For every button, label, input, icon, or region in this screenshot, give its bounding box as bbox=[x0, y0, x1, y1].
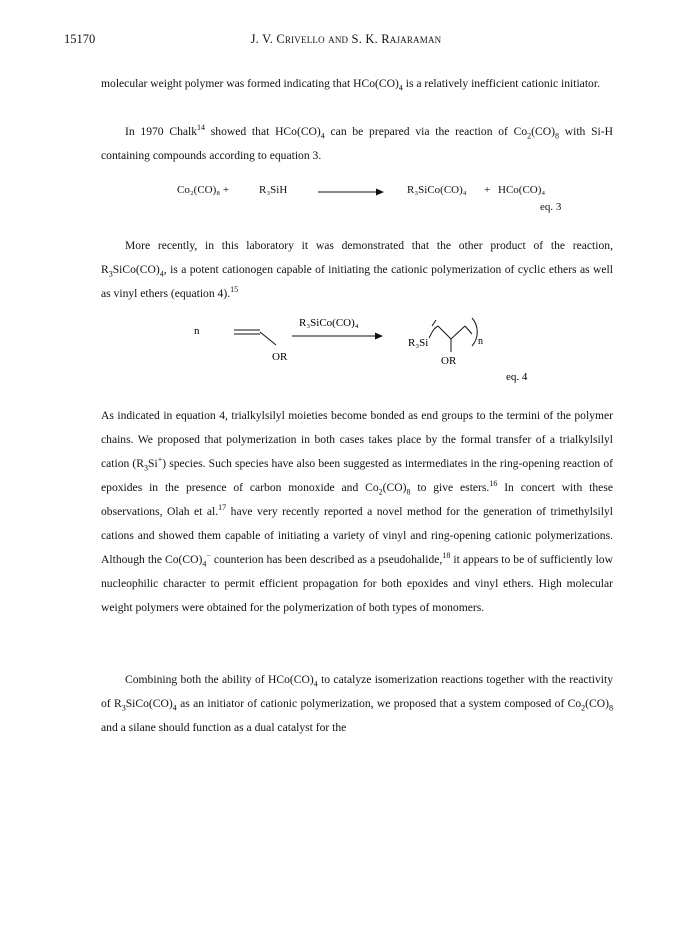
eq4-n-left: n bbox=[194, 325, 200, 337]
paragraph-2-text: In 1970 Chalk$^{14}$ showed that $HCo(CO)_4$ can be prepared via the reaction of $Co_2(CO)_8$ with Si-H containing compounds according to equation 3. bbox=[101, 123, 613, 162]
eq4-scheme bbox=[180, 312, 610, 392]
paragraph-4 bbox=[101, 404, 613, 620]
paragraph-5 bbox=[101, 668, 613, 740]
eq3-label: eq. 3 bbox=[540, 201, 562, 213]
eq3-reactant-2: R₃SiH bbox=[259, 184, 288, 196]
page-header bbox=[0, 32, 692, 52]
paragraph-3 bbox=[101, 234, 613, 306]
paragraph-1-text: molecular weight polymer was formed indicating that $HCo(CO)_4$ is a relatively inefficient cationic initiator. bbox=[101, 77, 600, 93]
eq4-n-right: n bbox=[478, 336, 483, 347]
page-number: 15170 bbox=[64, 32, 96, 46]
paragraph-1 bbox=[101, 72, 613, 96]
paragraph-4-text: As indicated in equation 4, trialkylsilyl moieties become bonded as end groups to the termini of the polymer chains. We proposed that polymerization in both cases takes place by the formal transfer of a trialkylsilyl cation $(R_3Si^+)$ species. Such species have also been suggested as intermediates in the ring-opening reaction of epoxides in the presence of carbon monoxide and $Co_2(CO)_8$ to give esters.$^{16}$ In concert with these observations, Olah et al.$^{17}$ have very recently reported a novel method for the generation of trimethylsilyl cations and showed them capable of initiating a variety of vinyl and ring-opening cationic polymerizations. Although the $Co(CO)_4^-$ counterion has been described as a pseudohalide,$^{18}$ it appears to be of sufficiently low nucleophilic character to permit efficient propagation for both epoxides and vinyl ethers. High molecular weight polymers were obtained for the polymerization of both types of monomers. bbox=[101, 409, 613, 614]
eq4-label: eq. 4 bbox=[506, 371, 528, 383]
eq3-product-2: HCo(CO)₄ bbox=[498, 184, 546, 196]
paragraph-2 bbox=[101, 120, 613, 168]
eq4-or-right: OR bbox=[441, 355, 457, 367]
polymer-repeat-unit bbox=[429, 318, 477, 352]
eq3-reactant-1: Co₂(CO)₈ + bbox=[177, 184, 230, 196]
vinyl-ether-monomer bbox=[234, 330, 276, 345]
eq4-reaction-arrow bbox=[292, 333, 383, 340]
eq3-plus: + bbox=[484, 184, 491, 196]
paragraph-3-text: More recently, in this laboratory it was demonstrated that the other product of the reaction, $R_3SiCo(CO)_4$, is a potent cationogen capable of initiating the cationic polymerization of cyclic ethers as well as vinyl ethers (equation 4).$^{15}$ bbox=[101, 239, 613, 300]
paragraph-5-text: Combining both the ability of $HCo(CO)_4$ to catalyze isomerization reactions together with the reactivity of $R_3SiCo(CO)_4$ as an initiator of cationic polymerization, we proposed that a system composed of $Co_2(CO)_8$ and a silane should function as a dual catalyst for the bbox=[101, 673, 613, 734]
eq3-reaction-arrow bbox=[316, 186, 386, 198]
eq4-r3si: R₃Si bbox=[408, 337, 429, 349]
eq4-or-left: OR bbox=[272, 351, 288, 363]
running-head: J. V. Crivello and S. K. Rajaraman bbox=[250, 32, 442, 46]
eq4-reagent: R₃SiCo(CO)₄ bbox=[299, 317, 359, 329]
eq3-product-1: R₃SiCo(CO)₄ bbox=[407, 184, 467, 196]
